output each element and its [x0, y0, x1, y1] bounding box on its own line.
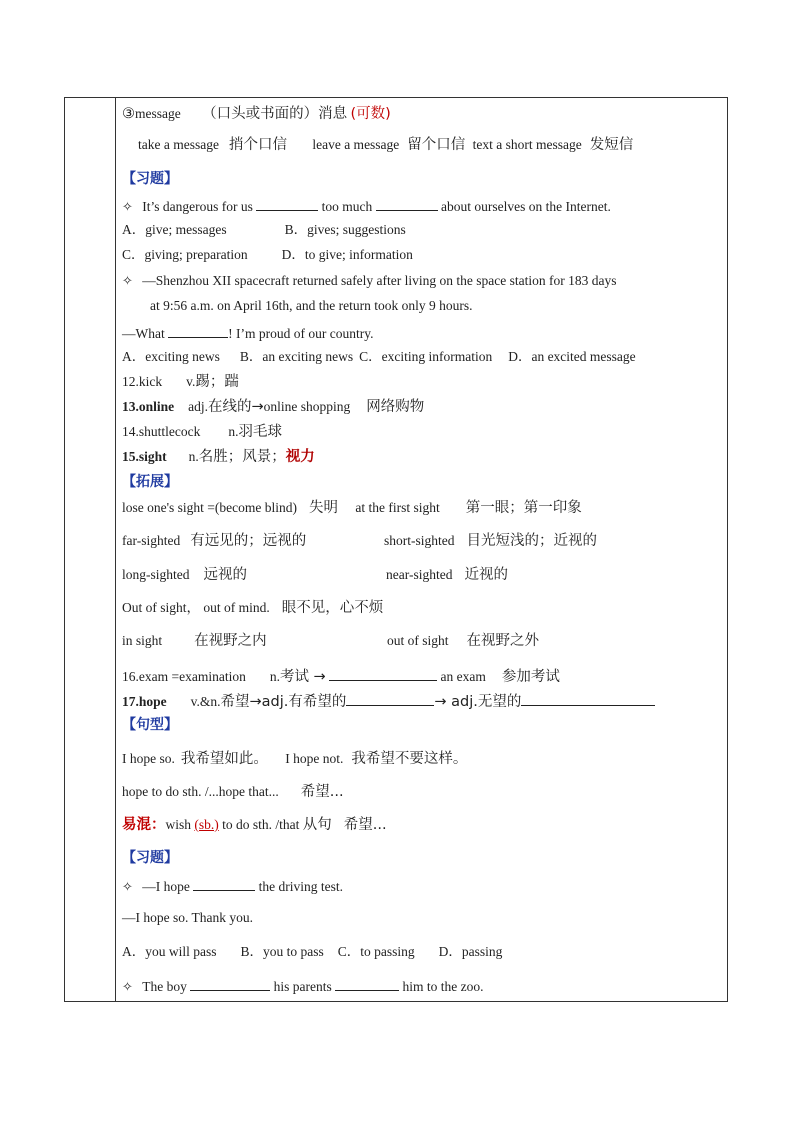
exercise-header: 【习题】 [122, 171, 178, 187]
question-1-options-ab: A．give; messages B．gives; suggestions [122, 222, 406, 237]
answer-blank[interactable] [335, 976, 399, 991]
pattern-row-2: hope to do sth. /...hope that... 希望... [122, 784, 344, 800]
pattern-row-1: I hope so. 我希望如此。 I hope not. 我希望不要这样。 [122, 751, 468, 767]
vocab-shuttlecock: 14.shuttlecock n.羽毛球 [122, 424, 282, 440]
expand-row-2: far-sighted 有远见的；远视的 [122, 533, 307, 549]
exercise-header: 【习题】 [122, 850, 178, 866]
answer-blank[interactable] [329, 666, 437, 681]
answer-blank[interactable] [521, 691, 655, 706]
expand-header: 【拓展】 [122, 474, 178, 490]
vocab-hope: 17.hope v.&n.希望→adj.有希望的 → adj.无望的 [122, 691, 655, 711]
answer-blank[interactable] [190, 976, 270, 991]
expand-row-3b: near-sighted 近视的 [386, 567, 508, 583]
question-4: ✧ The boy his parents him to the zoo. [122, 976, 484, 997]
answer-blank[interactable] [376, 196, 438, 211]
question-3-reply: —I hope so. Thank you. [122, 910, 253, 925]
vocab-sight: 15.sight n.名胜；风景；视力 [122, 449, 315, 465]
bullet-icon: ✧ [122, 880, 133, 895]
vocab-exam: 16.exam =examination n.考试 → an exam 参加考试 [122, 666, 560, 686]
message-phrases: take a message 捎个口信 leave a message 留个口信 text a short message 发短信 [138, 137, 634, 153]
left-margin-column [65, 98, 116, 1001]
message-heading: ③message （口头或书面的）消息 (可数) [122, 106, 391, 122]
answer-blank[interactable] [168, 323, 228, 338]
bullet-icon: ✧ [122, 980, 133, 995]
expand-row-3: long-sighted 远视的 [122, 567, 247, 583]
expand-row-5: in sight 在视野之内 [122, 633, 267, 649]
question-3-options: A．you will pass B．you to pass C．to passing D．passing [122, 944, 503, 959]
column-divider [115, 98, 116, 1001]
answer-blank[interactable] [193, 876, 255, 891]
vocab-online: 13.online adj.在线的→online shopping 网络购物 [122, 399, 425, 415]
question-3: ✧ —I hope the driving test. [122, 876, 343, 897]
question-1: ✧ It’s dangerous for us too much about ourselves on the Internet. [122, 196, 611, 217]
pattern-header: 【句型】 [122, 717, 178, 733]
answer-blank[interactable] [346, 691, 434, 706]
expand-row-2b: short-sighted 目光短浅的；近视的 [384, 533, 597, 549]
bullet-icon: ✧ [122, 274, 133, 289]
question-1-options-cd: C．giving; preparation D．to give; information [122, 247, 413, 262]
expand-row-4: Out of sight， out of mind. 眼不见，心不烦 [122, 600, 384, 616]
vocab-kick: 12.kick v.踢；踹 [122, 374, 239, 390]
question-2-line2: at 9:56 a.m. on April 16th, and the return took only 9 hours. [150, 298, 473, 313]
question-2: ✧ —Shenzhou XII spacecraft returned safely after living on the space station for 183 days [122, 273, 617, 289]
bullet-icon: ✧ [122, 200, 133, 215]
question-2-line3: —What ! I’m proud of our country. [122, 323, 373, 343]
expand-row-5b: out of sight 在视野之外 [387, 633, 540, 649]
confusable-note: 易混：wish (sb.) to do sth. /that 从句 希望... [122, 817, 387, 833]
worksheet-table [64, 97, 728, 1002]
answer-blank[interactable] [256, 196, 318, 211]
question-2-options: A．exciting news B．an exciting news C．exciting information D．an excited message [122, 349, 636, 364]
expand-row-1: lose one's sight =(become blind) 失明 at the first sight 第一眼；第一印象 [122, 500, 582, 516]
